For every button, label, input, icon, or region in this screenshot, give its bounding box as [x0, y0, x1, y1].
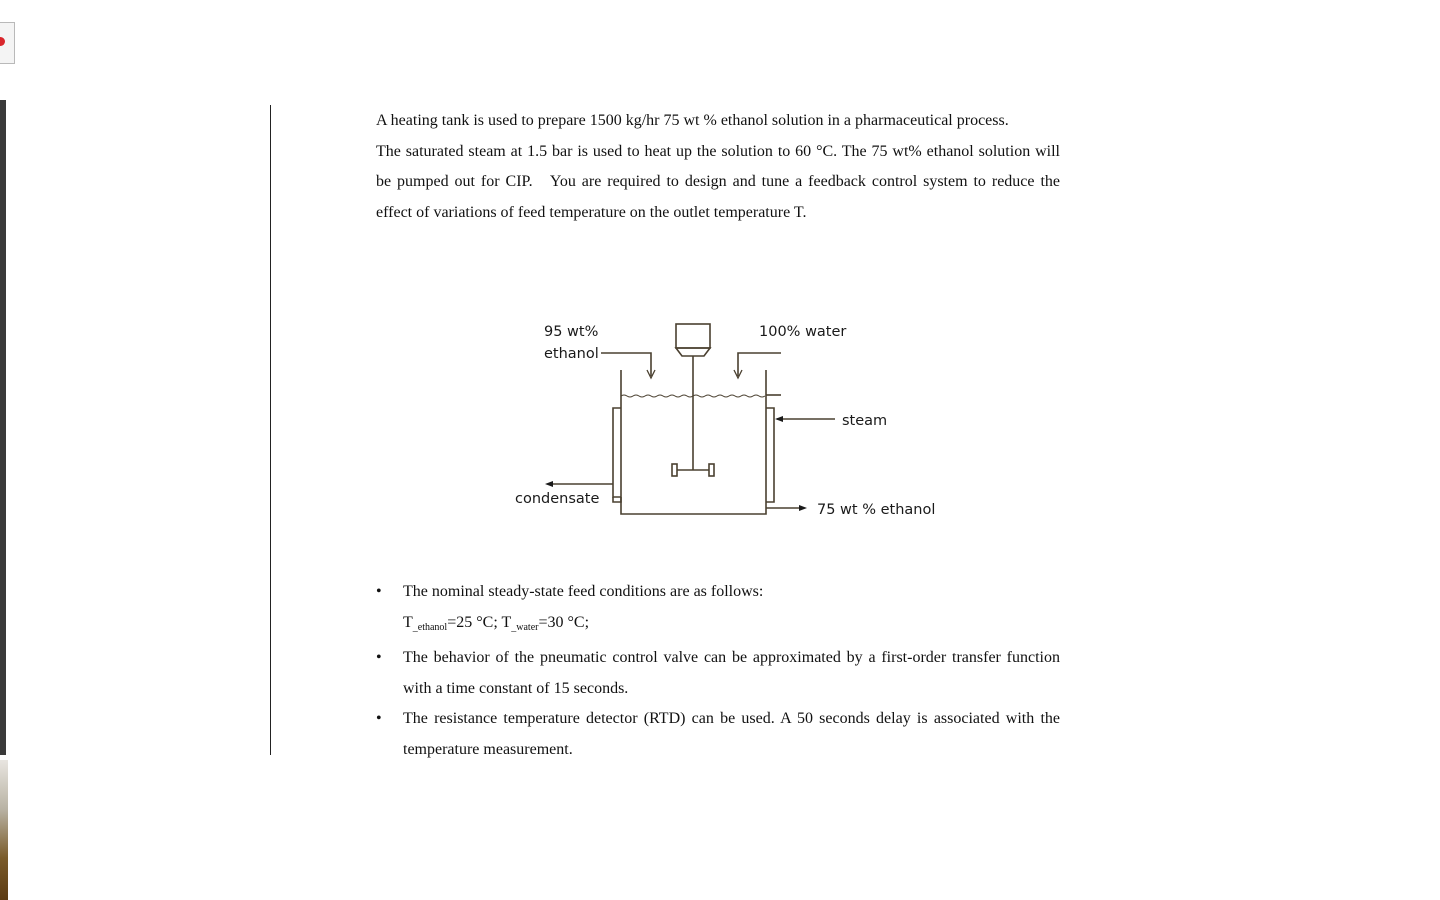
list-item: [376, 577, 1060, 643]
agitator-motor: [676, 324, 710, 348]
steam-arrow-icon: [775, 416, 783, 422]
problem-statement: [376, 106, 1060, 228]
condensate-arrow-icon: [545, 481, 553, 487]
feed-temperature-line: $T_{\_ethanol}=25$ °C; $T_{\_water}=30$ °C;: [403, 613, 590, 633]
ethanol-feed-line: [601, 353, 651, 376]
product-arrow-icon: [799, 505, 807, 511]
background-image-edge: [0, 760, 8, 900]
list-item: [376, 704, 1060, 765]
product-label: 75 wt % ethanol: [817, 502, 936, 518]
list-item-text: The resistance temperature detector (RTD) can be used. A 50 seconds delay is associated with the temperature measurement.: [403, 710, 1060, 758]
list-item-text: The nominal steady-state feed conditions are as follows:: [403, 583, 764, 600]
list-item: [376, 643, 1060, 704]
bullet-icon: •: [376, 649, 382, 666]
water-feed-label: 100% water: [759, 324, 847, 340]
steam-label: steam: [842, 413, 888, 429]
steam-jacket-left: [613, 408, 621, 497]
bullet-icon: •: [376, 710, 382, 727]
page-margin-line: [270, 105, 271, 755]
left-window-edge: [0, 100, 6, 755]
conditions-list: [376, 577, 1060, 765]
bullet-icon: •: [376, 583, 382, 600]
ethanol-feed-label-1: 95 wt%: [544, 324, 599, 340]
heating-tank-diagram: [505, 310, 955, 540]
ethanol-feed-label-2: ethanol: [544, 346, 599, 362]
list-item-text: The behavior of the pneumatic control valve can be approximated by a first-order transfer function with a time constant of 15 seconds.: [403, 649, 1060, 697]
steam-jacket-right: [766, 408, 774, 502]
water-feed-line: [738, 353, 781, 376]
intro-paragraph-2: The saturated steam at 1.5 bar is used to heat up the solution to 60 °C. The 75 wt% ethanol solution will be pumped out for CIP. You are required to design and tune a feedback control system to reduce the effect of variations of feed temperature on the outlet temperature T.: [376, 142, 1060, 221]
condensate-label: condensate: [515, 491, 600, 507]
intro-paragraph-1: A heating tank is used to prepare 1500 kg/hr 75 wt % ethanol solution in a pharmaceutical process.: [376, 112, 1009, 129]
